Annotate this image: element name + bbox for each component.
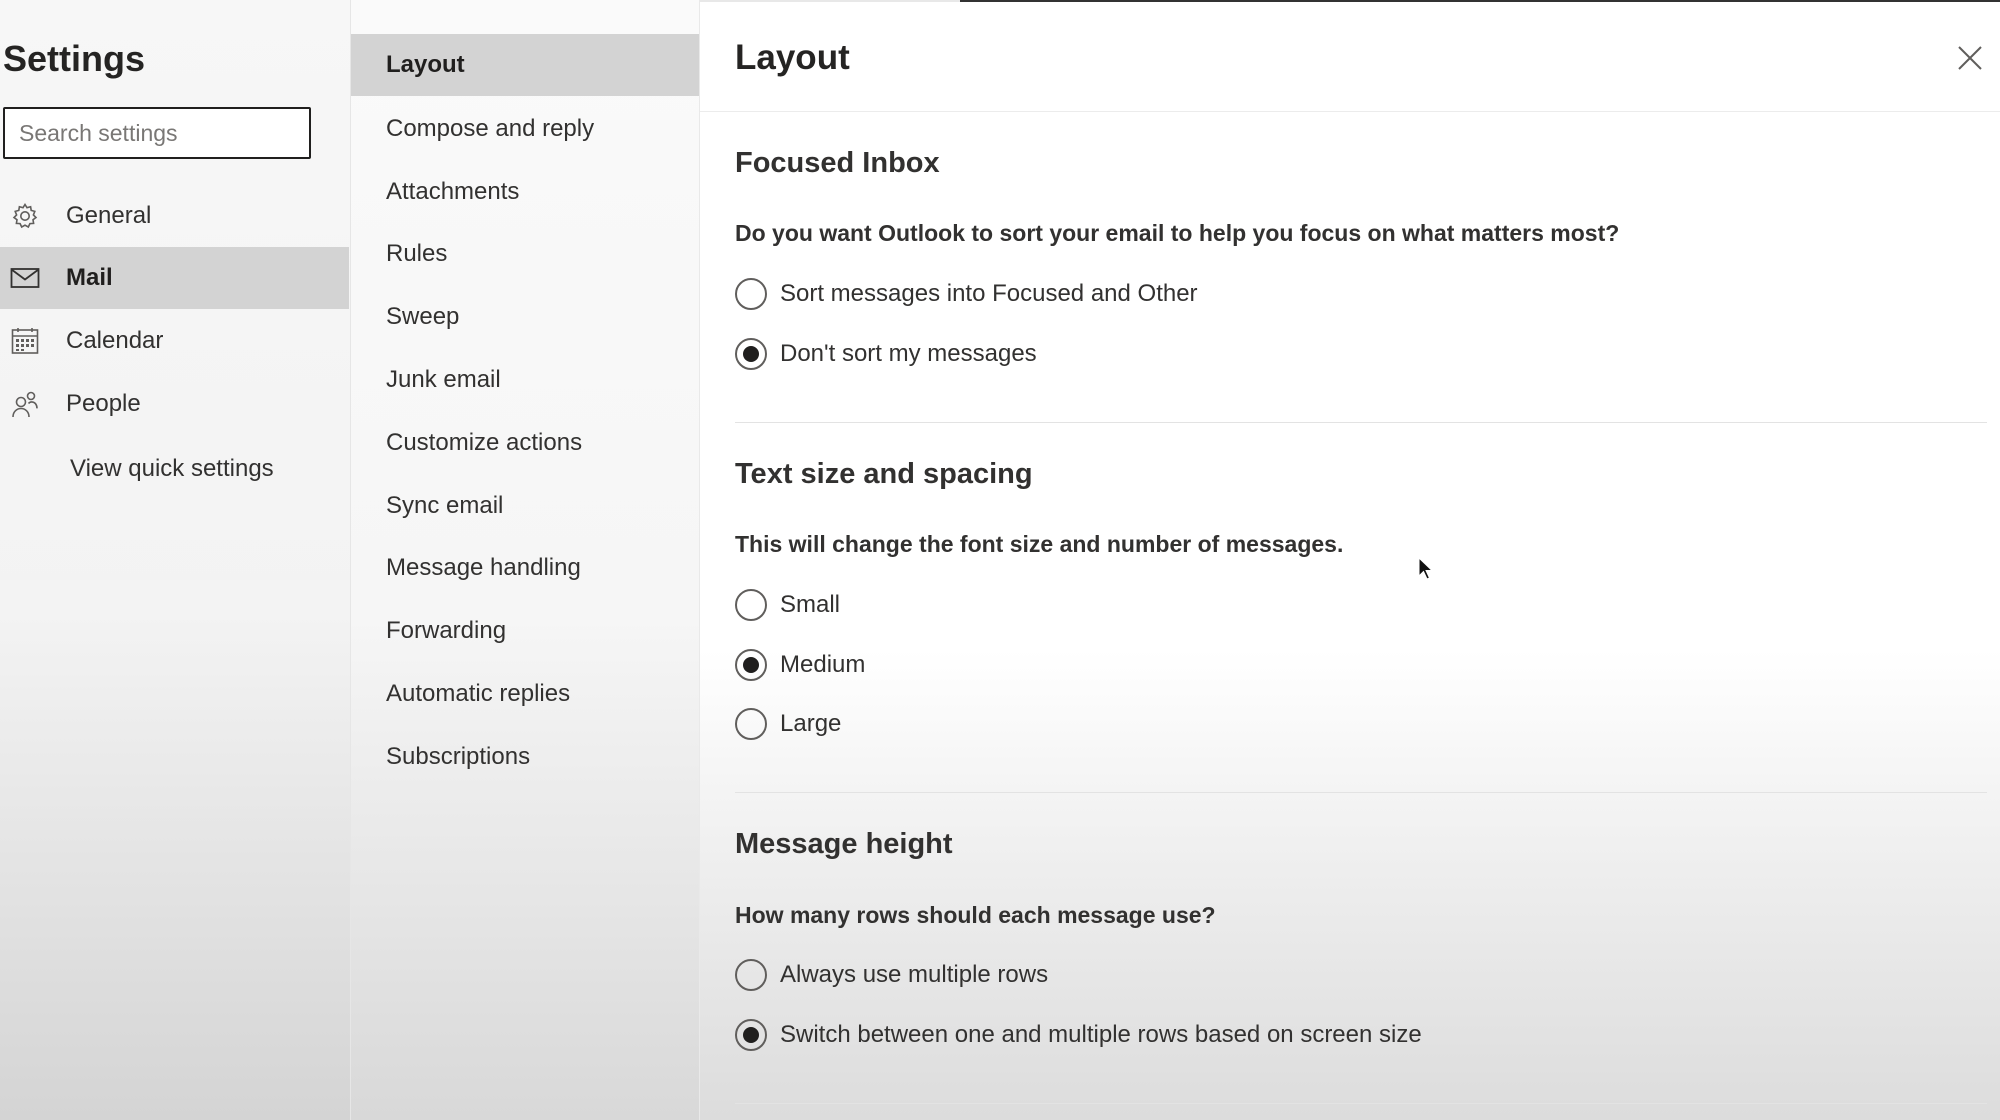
close-icon [1954, 42, 1986, 74]
header-divider [700, 111, 2000, 112]
mail-nav-item-automatic-replies[interactable]: Automatic replies [386, 680, 571, 707]
section-divider [735, 422, 1987, 423]
mail-nav-item-subscriptions[interactable]: Subscriptions [386, 743, 531, 770]
radio-selected-dot [743, 657, 759, 673]
nav-item-label: People [66, 390, 141, 417]
radio-sort-focused-other[interactable] [735, 276, 1198, 312]
nav-item-label: General [66, 202, 152, 229]
message-height-question: How many rows should each message use? [735, 902, 1216, 928]
radio-switch-rows-screen-size[interactable] [735, 1017, 1422, 1053]
radio-medium[interactable] [735, 647, 865, 683]
mail-nav-item-layout[interactable]: Layout [351, 34, 699, 96]
section-title-message-height: Message height [735, 828, 953, 860]
mouse-cursor-icon [1418, 557, 1434, 581]
layout-settings-panel [700, 0, 2000, 1120]
radio-button[interactable] [735, 278, 767, 310]
section-divider [735, 1103, 1987, 1104]
mail-nav-item-attachments[interactable]: Attachments [386, 178, 520, 205]
radio-button[interactable] [735, 959, 767, 991]
radio-selected-dot [743, 346, 759, 362]
radio-selected-dot [743, 1027, 759, 1043]
nav-item-label: Calendar [66, 327, 164, 354]
section-divider [735, 792, 1987, 793]
radio-button[interactable] [735, 589, 767, 621]
mail-nav-item-message-handling[interactable]: Message handling [386, 554, 581, 581]
radio-button[interactable] [735, 649, 767, 681]
search-settings-input[interactable] [3, 107, 311, 159]
text-size-question: This will change the font size and number of messages. [735, 531, 1344, 557]
mail-nav-item-sync-email[interactable]: Sync email [386, 492, 504, 519]
settings-left-nav [0, 0, 351, 1120]
radio-button[interactable] [735, 708, 767, 740]
view-quick-settings-link[interactable]: View quick settings [70, 455, 274, 482]
nav-item-general[interactable] [0, 185, 350, 247]
section-title-focused-inbox: Focused Inbox [735, 147, 940, 179]
radio-label: Sort messages into Focused and Other [780, 280, 1198, 307]
mail-settings-nav [351, 0, 700, 1120]
nav-item-people[interactable] [0, 373, 350, 435]
radio-dont-sort[interactable] [735, 336, 1037, 372]
section-title-text-size: Text size and spacing [735, 458, 1033, 490]
gear-icon [10, 201, 40, 231]
mail-icon [10, 263, 40, 293]
radio-label: Medium [780, 651, 866, 678]
page-title: Layout [735, 38, 850, 77]
mail-nav-item-sweep[interactable]: Sweep [386, 303, 460, 330]
radio-label: Large [780, 710, 842, 737]
radio-small[interactable] [735, 587, 840, 623]
mail-nav-item-junk-email[interactable]: Junk email [386, 366, 501, 393]
radio-button[interactable] [735, 338, 767, 370]
mail-nav-item-forwarding[interactable]: Forwarding [386, 617, 507, 644]
radio-always-multiple-rows[interactable] [735, 957, 1048, 993]
radio-large[interactable] [735, 706, 841, 742]
radio-label: Always use multiple rows [780, 961, 1049, 988]
nav-item-mail[interactable] [0, 247, 349, 309]
settings-title: Settings [3, 38, 146, 79]
close-button[interactable] [1954, 42, 1986, 74]
mail-nav-item-compose-and-reply[interactable]: Compose and reply [386, 115, 595, 142]
mail-nav-item-rules[interactable]: Rules [386, 240, 448, 267]
people-icon [10, 389, 40, 419]
mail-nav-item-customize-actions[interactable]: Customize actions [386, 429, 583, 456]
radio-label: Switch between one and multiple rows based on screen size [780, 1021, 1422, 1048]
calendar-icon [10, 326, 40, 356]
nav-item-label: Mail [66, 264, 113, 291]
radio-label: Small [780, 591, 841, 618]
nav-item-calendar[interactable] [0, 310, 350, 372]
radio-button[interactable] [735, 1019, 767, 1051]
radio-label: Don't sort my messages [780, 340, 1037, 367]
focused-inbox-question: Do you want Outlook to sort your email to help you focus on what matters most? [735, 220, 1620, 246]
